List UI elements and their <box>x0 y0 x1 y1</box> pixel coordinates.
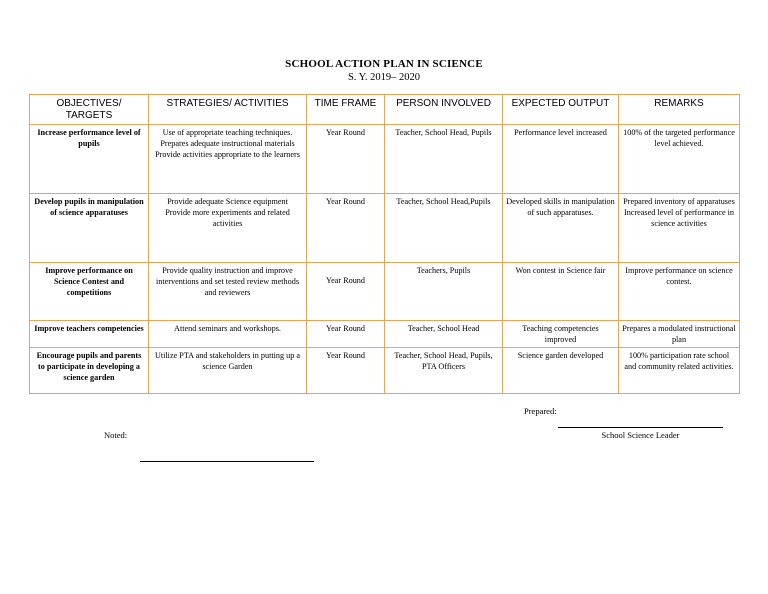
output-cell: Performance level increased <box>503 125 619 194</box>
persons-cell: Teacher, School Head,Pupils <box>385 194 503 263</box>
objective-cell: Encourage pupils and parents to participate in developing a science garden <box>30 348 149 394</box>
table-body <box>30 125 740 394</box>
table-row <box>30 321 740 348</box>
noted-signature-line <box>140 461 314 462</box>
remarks-cell: Improve performance on science contest. <box>619 263 740 321</box>
header-person-involved: PERSON INVOLVED <box>385 95 503 125</box>
remarks-cell: Prepares a modulated instructional plan <box>619 321 740 348</box>
header-objectives: OBJECTIVES/ TARGETS <box>30 95 149 125</box>
header-row <box>30 95 740 125</box>
strategies-cell: Attend seminars and workshops. <box>149 321 307 348</box>
time-frame-cell: Year Round <box>307 348 385 394</box>
table-row <box>30 348 740 394</box>
remarks-text: Prepared inventory of apparatuses Increased level of performance in science activities <box>623 197 735 228</box>
header-remarks: REMARKS <box>619 95 740 125</box>
time-frame-cell <box>307 263 385 321</box>
header-strategies: STRATEGIES/ ACTIVITIES <box>149 95 307 125</box>
prepared-signature-line <box>558 427 723 428</box>
table-row <box>30 125 740 194</box>
strategies-cell: Utilize PTA and stakeholders in putting up a science Garden <box>149 348 307 394</box>
strategies-cell: Provide quality instruction and improve interventions and set tested review methods and reviewers <box>149 263 307 321</box>
prepared-role: School Science Leader <box>601 430 680 440</box>
strategies-cell <box>149 194 307 263</box>
time-frame-cell: Year Round <box>307 125 385 194</box>
output-cell: Won contest in Science fair <box>503 263 619 321</box>
header-time-frame: TIME FRAME <box>307 95 385 125</box>
objective-cell: Increase performance level of pupils <box>30 125 149 194</box>
persons-cell: Teacher, School Head, Pupils <box>385 125 503 194</box>
remarks-cell: 100% participation rate school and community related activities. <box>619 348 740 394</box>
objective-cell: Improve performance on Science Contest and competitions <box>30 263 149 321</box>
output-cell: Science garden developed <box>503 348 619 394</box>
time-frame-cell: Year Round <box>307 321 385 348</box>
strategies-cell <box>149 125 307 194</box>
document-title: SCHOOL ACTION PLAN IN SCIENCE <box>285 58 483 70</box>
persons-cell: Teacher, School Head <box>385 321 503 348</box>
prepared-label: Prepared: <box>524 406 557 416</box>
output-cell: Teaching competencies improved <box>503 321 619 348</box>
objective-cell: Develop pupils in manipulation of science apparatuses <box>30 194 149 263</box>
persons-cell: Teachers, Pupils <box>385 263 503 321</box>
table-header <box>30 95 740 125</box>
time-frame-text: Year Round <box>326 276 365 285</box>
header-expected-output: EXPECTED OUTPUT <box>503 95 619 125</box>
noted-label: Noted: <box>104 430 128 440</box>
strategies-text: Provide adequate Science equipment Provide more experiments and related activities <box>165 197 290 228</box>
strategies-text: Use of appropriate teaching techniques. Prepares adequate instructional materials Provide activities appropriate to the learners <box>155 128 300 159</box>
table-row <box>30 194 740 263</box>
objective-cell: Improve teachers competencies <box>30 321 149 348</box>
school-year: S. Y. 2019– 2020 <box>347 72 421 83</box>
action-plan-table <box>29 94 740 394</box>
persons-cell: Teacher, School Head, Pupils, PTA Officers <box>385 348 503 394</box>
remarks-cell <box>619 194 740 263</box>
remarks-cell: 100% of the targeted performance level achieved. <box>619 125 740 194</box>
time-frame-cell: Year Round <box>307 194 385 263</box>
output-cell: Developed skills in manipulation of such apparatuses. <box>503 194 619 263</box>
table-row <box>30 263 740 321</box>
